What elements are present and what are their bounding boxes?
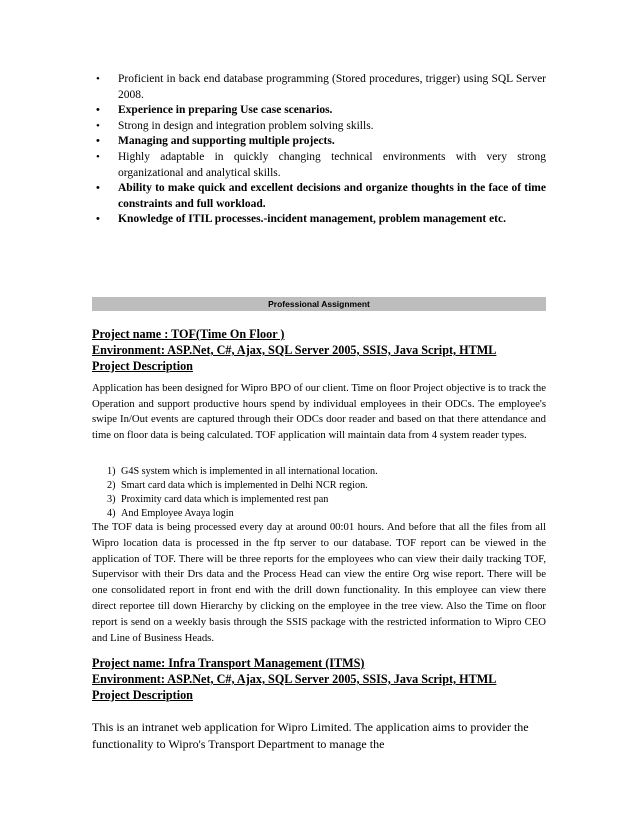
skill-text: Ability to make quick and excellent decisions and organize thoughts in the face of time constraints and full workload.: [118, 182, 546, 210]
reader-types-list: [92, 465, 546, 521]
bullet-icon: •: [96, 104, 100, 117]
skill-text: Proficient in back end database programming (Stored procedures, trigger) using SQL Server 2008.: [118, 73, 546, 101]
bullet-icon: •: [96, 73, 100, 85]
item-number: 3): [107, 494, 116, 505]
bullet-icon: •: [96, 119, 100, 132]
skill-item: [96, 150, 546, 181]
skill-item: [96, 134, 546, 150]
item-text: Smart card data which is implemented in Delhi NCR region.: [121, 480, 368, 491]
project1-details: The TOF data is being processed every day at around 00:01 hours. And before that all the files from all Wipro location data is processed in the ftp server to our database. TOF report can be viewed in the application of TOF. There will be three reports for the employees who can view their daily tracking TOF, Supervisor with their Drs data and the Process Head can view the entire Org wise report. There will be one consolidated report in front end with the drill down functionality. In this employee can view there direct reportee till down Hierarchy by clicking on the employee in the tree view. Also the Time on floor report is send on a weekly basis through the SSIS package with the restricted information to Wipro CEO and Line of Business Heads.: [92, 521, 546, 644]
project1-description-label: Project Description: [92, 359, 193, 373]
project1-environment: Environment: ASP.Net, C#, Ajax, SQL Server 2005, SSIS, Java Script, HTML: [92, 343, 497, 357]
section-banner: [92, 297, 546, 311]
item-number: 1): [107, 466, 116, 477]
skill-item: [96, 72, 546, 103]
bullet-icon: •: [96, 182, 100, 195]
reader-type-item: [92, 493, 546, 507]
project2-environment: Environment: ASP.Net, C#, Ajax, SQL Server 2005, SSIS, Java Script, HTML: [92, 672, 497, 686]
bullet-icon: •: [96, 213, 100, 226]
skill-item: [96, 103, 546, 119]
project1-description: Application has been designed for Wipro BPO of our client. Time on floor Project objective is to track the Operation and support productive hours spend by individual employees in their ODCs. The employee's swipe In/Out events are captured through their ODCs door reader and based on that there attendance and time on floor data is being calculated. TOF application will maintain data from 4 system reader types.: [92, 382, 546, 441]
reader-type-item: [92, 507, 546, 521]
bullet-icon: •: [96, 150, 100, 163]
skill-text: Strong in design and integration problem solving skills.: [118, 119, 374, 132]
skill-text: Highly adaptable in quickly changing technical environments with very strong organizational and analytical skills.: [118, 150, 546, 179]
project2-description: This is an intranet web application for Wipro Limited. The application aims to provider the functionality to Wipro's Transport Department to manage the: [92, 720, 529, 751]
project2-description-label: Project Description: [92, 688, 193, 702]
skill-text: Knowledge of ITIL processes.-incident management, problem management etc.: [118, 213, 506, 226]
reader-type-item: [92, 465, 546, 479]
skill-item: [96, 212, 546, 228]
skill-text: Managing and supporting multiple projects.: [118, 135, 335, 148]
project2-name: Project name: Infra Transport Management (ITMS): [92, 656, 365, 670]
item-number: 2): [107, 480, 116, 491]
skill-item: [96, 181, 546, 212]
item-number: 4): [107, 508, 116, 519]
item-text: Proximity card data which is implemented rest pan: [121, 494, 329, 505]
item-text: And Employee Avaya login: [121, 508, 234, 519]
section-title: Professional Assignment: [268, 299, 370, 309]
skills-list: [96, 72, 546, 228]
item-text: G4S system which is implemented in all international location.: [121, 466, 378, 477]
bullet-icon: •: [96, 135, 100, 148]
reader-type-item: [92, 479, 546, 493]
skill-item: [96, 119, 546, 135]
skill-text: Experience in preparing Use case scenarios.: [118, 104, 333, 117]
project1-name: Project name : TOF(Time On Floor ): [92, 327, 285, 341]
